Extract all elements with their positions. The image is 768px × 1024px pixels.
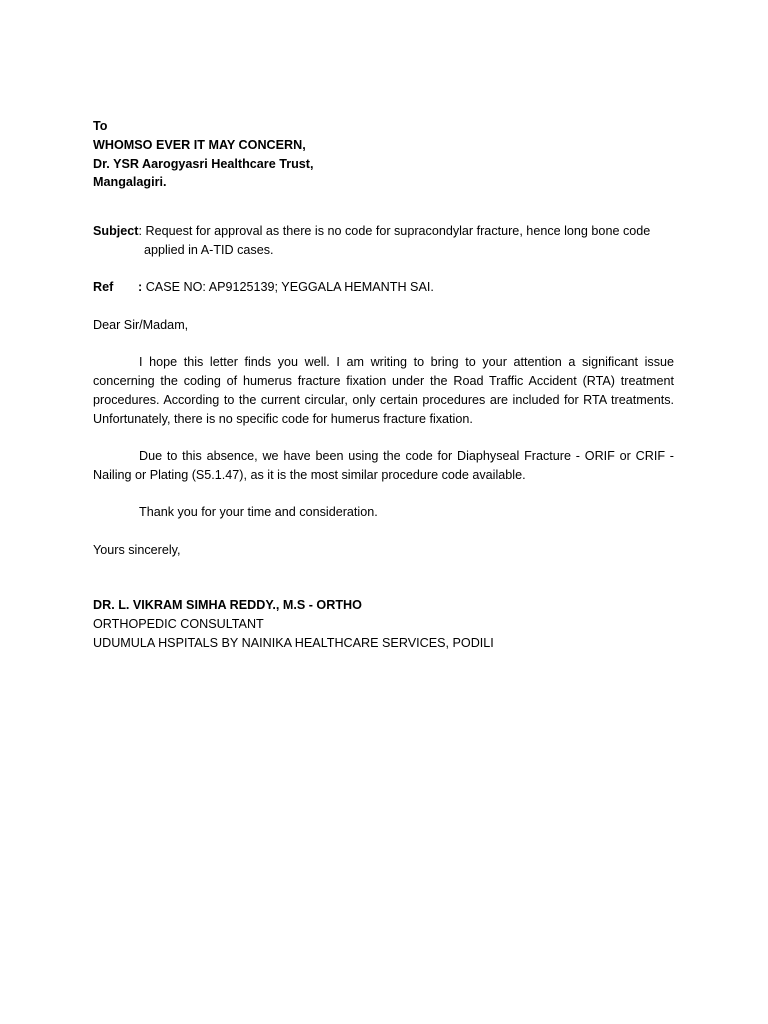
subject-block [93,222,674,260]
ref-line [93,278,674,297]
letter-body [93,117,674,653]
subject-text-line-2: applied in A-TID cases. [144,242,274,257]
paragraph-2: Due to this absence, we have been using the code for Diaphyseal Fracture - ORIF or CRIF - Nailing or Plating (S5.1.47), as it is the most similar procedure code available. [93,448,674,482]
paragraph-1: I hope this letter finds you well. I am writing to bring to your attention a significant issue concerning the coding of humerus fracture fixation under the Road Traffic Accident (RTA) treatment procedures. According to the current circular, only certain procedures are included for RTA treatments. Unfortunately, there is no specific code for humerus fracture fixation. [93,355,674,426]
ref-label: Ref [93,280,114,295]
signature-title: ORTHOPEDIC CONSULTANT [93,617,264,632]
spacer [93,335,674,354]
spacer [93,260,674,279]
recipient-line-3: Mangalagiri. [93,175,167,190]
spacer [93,297,674,316]
spacer [93,522,674,541]
signature-name: DR. L. VIKRAM SIMHA REDDY., M.S - ORTHO [93,598,362,613]
subject-text-line-1: : Request for approval as there is no code for supracondylar fracture, hence long bone code [138,224,651,239]
closing: Yours sincerely, [93,542,181,557]
to-line: To [93,119,108,133]
salutation: Dear Sir/Madam, [93,317,189,332]
spacer [93,192,674,222]
recipient-line-2: Dr. YSR Aarogyasri Healthcare Trust, [93,156,314,171]
ref-colon: : [138,280,143,295]
ref-text: CASE NO: AP9125139; YEGGALA HEMANTH SAI. [145,280,434,295]
spacer [93,428,674,447]
subject-label: Subject [93,224,139,239]
recipient-line-1: WHOMSO EVER IT MAY CONCERN, [93,137,306,152]
paragraph-3: Thank you for your time and consideration. [139,505,378,520]
spacer [93,559,674,596]
spacer [93,485,674,504]
signature-organization: UDUMULA HSPITALS BY NAINIKA HEALTHCARE SERVICES, PODILI [93,635,494,650]
